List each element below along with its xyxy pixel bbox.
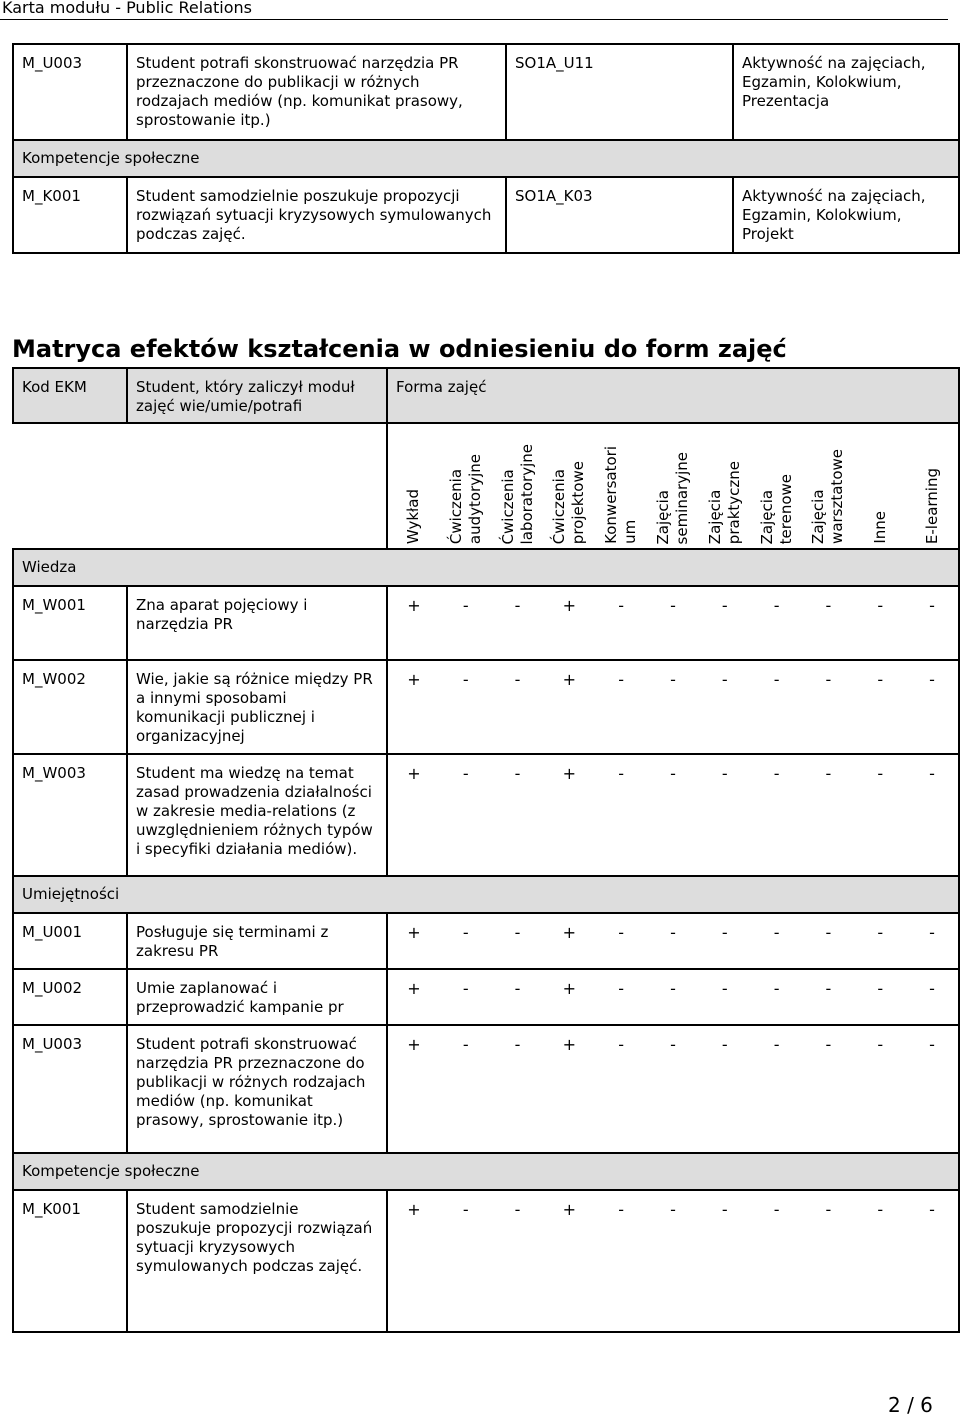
header-code: Kod EKM	[13, 368, 127, 423]
form-mark: -	[825, 923, 832, 942]
effect-code: M_K001	[13, 177, 127, 253]
form-mark: -	[670, 979, 676, 998]
table-row	[13, 44, 959, 140]
form-mark: -	[773, 923, 780, 942]
form-marks	[387, 754, 959, 876]
section-label: Wiedza	[13, 549, 959, 586]
form-mark: -	[721, 670, 728, 689]
form-mark: -	[877, 596, 884, 615]
section-row	[13, 1153, 959, 1190]
form-mark: -	[618, 1035, 625, 1054]
column-header: Zajęcia warsztatowe	[809, 449, 847, 544]
form-mark: +	[407, 923, 421, 942]
effect-description: Student potrafi skonstruować narzędzia PR przeznaczone do publikacji w różnych rodzajach mediów (np. komunikat prasowy, sprostowanie itp.)	[127, 1025, 387, 1153]
effect-description: Student potrafi skonstruować narzędzia PR przeznaczone do publikacji w różnych rodzajach mediów (np. komunikat prasowy, sprostowanie itp.)	[127, 44, 506, 140]
form-mark: -	[773, 670, 780, 689]
column-header: Zajęcia praktyczne	[705, 460, 743, 544]
column-header: Zajęcia seminaryjne	[653, 451, 691, 544]
form-mark: -	[877, 979, 884, 998]
form-mark: -	[670, 923, 676, 942]
form-mark: -	[514, 764, 521, 783]
form-mark: -	[825, 596, 832, 615]
column-header: Zajęcia terenowe	[757, 473, 795, 544]
matrix-table	[12, 367, 960, 1333]
column-header: Ćwiczenia laboratoryjne	[498, 443, 536, 544]
form-mark: -	[721, 1035, 728, 1054]
page-header-title: Karta modułu - Public Relations	[2, 0, 252, 17]
form-columns	[387, 423, 959, 549]
form-mark: -	[670, 1035, 676, 1054]
form-mark: -	[514, 596, 521, 615]
form-mark: -	[721, 596, 728, 615]
effect-code: M_U002	[13, 969, 127, 1025]
form-marks	[387, 1190, 959, 1332]
matrix-heading: Matryca efektów kształcenia w odniesieniu do form zajęć	[12, 335, 787, 363]
form-mark: -	[825, 764, 832, 783]
form-mark: -	[670, 596, 676, 615]
table-row	[13, 754, 959, 876]
verification-method: Aktywność na zajęciach, Egzamin, Kolokwium, Projekt	[733, 177, 959, 253]
effect-description: Student ma wiedzę na temat zasad prowadzenia działalności w zakresie media-relations (z uwzględnieniem różnych typów i specyfiki działania mediów).	[127, 754, 387, 876]
section-row	[13, 549, 959, 586]
effect-code: M_W003	[13, 754, 127, 876]
form-mark: -	[773, 1200, 780, 1219]
section-row	[13, 876, 959, 913]
form-mark: -	[877, 1035, 884, 1054]
form-mark: +	[562, 1035, 577, 1054]
header-forms: Forma zajęć	[387, 368, 959, 423]
effect-code: M_W001	[13, 586, 127, 660]
form-marks	[387, 660, 959, 754]
section-label: Kompetencje społeczne	[13, 1153, 959, 1190]
form-mark: -	[618, 923, 625, 942]
form-mark: -	[670, 670, 676, 689]
column-header: Ćwiczenia projektowe	[550, 460, 588, 544]
matrix-columns-row	[13, 423, 959, 549]
effects-table	[12, 43, 960, 254]
form-mark: +	[562, 923, 577, 942]
form-marks	[387, 586, 959, 660]
form-mark: +	[407, 979, 421, 998]
table-row	[13, 177, 959, 253]
verification-method: Aktywność na zajęciach, Egzamin, Kolokwium, Prezentacja	[733, 44, 959, 140]
table-row	[13, 1025, 959, 1153]
form-mark: -	[929, 923, 935, 942]
table-row	[13, 586, 959, 660]
form-mark: -	[877, 670, 884, 689]
form-mark: -	[721, 764, 728, 783]
form-mark: -	[825, 1035, 832, 1054]
form-mark: -	[462, 596, 469, 615]
form-mark: -	[514, 923, 521, 942]
form-mark: +	[562, 764, 577, 783]
form-mark: +	[562, 670, 577, 689]
form-mark: -	[721, 1200, 728, 1219]
form-mark: -	[929, 1035, 935, 1054]
form-mark: -	[514, 670, 521, 689]
effect-reference: SO1A_K03	[506, 177, 733, 253]
form-mark: -	[462, 1035, 469, 1054]
form-marks	[387, 969, 959, 1025]
form-mark: -	[514, 1200, 521, 1219]
form-mark: -	[773, 979, 780, 998]
form-mark: -	[929, 979, 935, 998]
form-mark: -	[877, 1200, 884, 1219]
header-description: Student, który zaliczył moduł zajęć wie/umie/potrafi	[127, 368, 387, 423]
spacer-cell	[13, 423, 127, 549]
table-row	[13, 660, 959, 754]
effect-description: Zna aparat pojęciowy i narzędzia PR	[127, 586, 387, 660]
effect-code: M_W002	[13, 660, 127, 754]
section-label: Kompetencje społeczne	[13, 140, 959, 177]
form-mark: -	[670, 1200, 676, 1219]
form-mark: -	[462, 923, 469, 942]
form-mark: +	[562, 596, 577, 615]
form-mark: -	[929, 596, 935, 615]
form-mark: -	[514, 1035, 521, 1054]
form-mark: +	[407, 670, 421, 689]
form-mark: -	[670, 764, 676, 783]
matrix-body	[13, 549, 959, 1332]
column-header: Wykład	[404, 488, 423, 544]
form-mark: -	[462, 1200, 469, 1219]
form-mark: -	[721, 979, 728, 998]
section-row	[13, 140, 959, 177]
form-mark: +	[407, 1200, 421, 1219]
effect-reference: SO1A_U11	[506, 44, 733, 140]
form-mark: +	[562, 1200, 577, 1219]
form-mark: -	[462, 764, 469, 783]
spacer-cell	[127, 423, 387, 549]
page-header	[0, 0, 948, 20]
form-mark: -	[929, 670, 935, 689]
form-mark: -	[825, 979, 832, 998]
form-mark: -	[877, 764, 884, 783]
form-mark: +	[407, 596, 421, 615]
effect-code: M_U003	[13, 1025, 127, 1153]
table-row	[13, 969, 959, 1025]
form-mark: -	[825, 1200, 832, 1219]
effect-description: Student samodzielnie poszukuje propozycji rozwiązań sytuacji kryzysowych symulowanych podczas zajęć.	[127, 1190, 387, 1332]
form-mark: -	[825, 670, 832, 689]
form-mark: -	[773, 1035, 780, 1054]
form-mark: +	[562, 979, 577, 998]
effect-code: M_U001	[13, 913, 127, 969]
effect-code: M_K001	[13, 1190, 127, 1332]
section-label: Umiejętności	[13, 876, 959, 913]
form-mark: -	[877, 923, 884, 942]
table-row	[13, 1190, 959, 1332]
form-mark: +	[407, 764, 421, 783]
form-marks	[387, 1025, 959, 1153]
form-mark: -	[721, 923, 728, 942]
effect-description: Posługuje się terminami z zakresu PR	[127, 913, 387, 969]
page-number: 2 / 6	[888, 1393, 933, 1417]
matrix-header-row	[13, 368, 959, 423]
column-header: E-learning	[922, 467, 941, 544]
form-mark: -	[618, 1200, 625, 1219]
effect-code: M_U003	[13, 44, 127, 140]
form-mark: -	[514, 979, 521, 998]
form-mark: -	[929, 1200, 935, 1219]
form-marks	[387, 913, 959, 969]
form-mark: -	[618, 596, 625, 615]
form-mark: -	[618, 979, 625, 998]
form-mark: -	[462, 979, 469, 998]
form-mark: +	[407, 1035, 421, 1054]
column-header: Inne	[870, 511, 889, 544]
effect-description: Wie, jakie są różnice między PR a innymi sposobami komunikacji publicznej i organizacyjnej	[127, 660, 387, 754]
effect-description: Student samodzielnie poszukuje propozycji rozwiązań sytuacji kryzysowych symulowanych podczas zajęć.	[127, 177, 506, 253]
form-mark: -	[462, 670, 469, 689]
form-mark: -	[773, 764, 780, 783]
form-mark: -	[929, 764, 935, 783]
column-header: Ćwiczenia audytoryjne	[446, 453, 484, 544]
table-row	[13, 913, 959, 969]
form-mark: -	[773, 596, 780, 615]
effect-description: Umie zaplanować i przeprowadzić kampanie pr	[127, 969, 387, 1025]
column-header: Konwersatori um	[602, 446, 640, 544]
form-mark: -	[618, 670, 625, 689]
form-mark: -	[618, 764, 625, 783]
